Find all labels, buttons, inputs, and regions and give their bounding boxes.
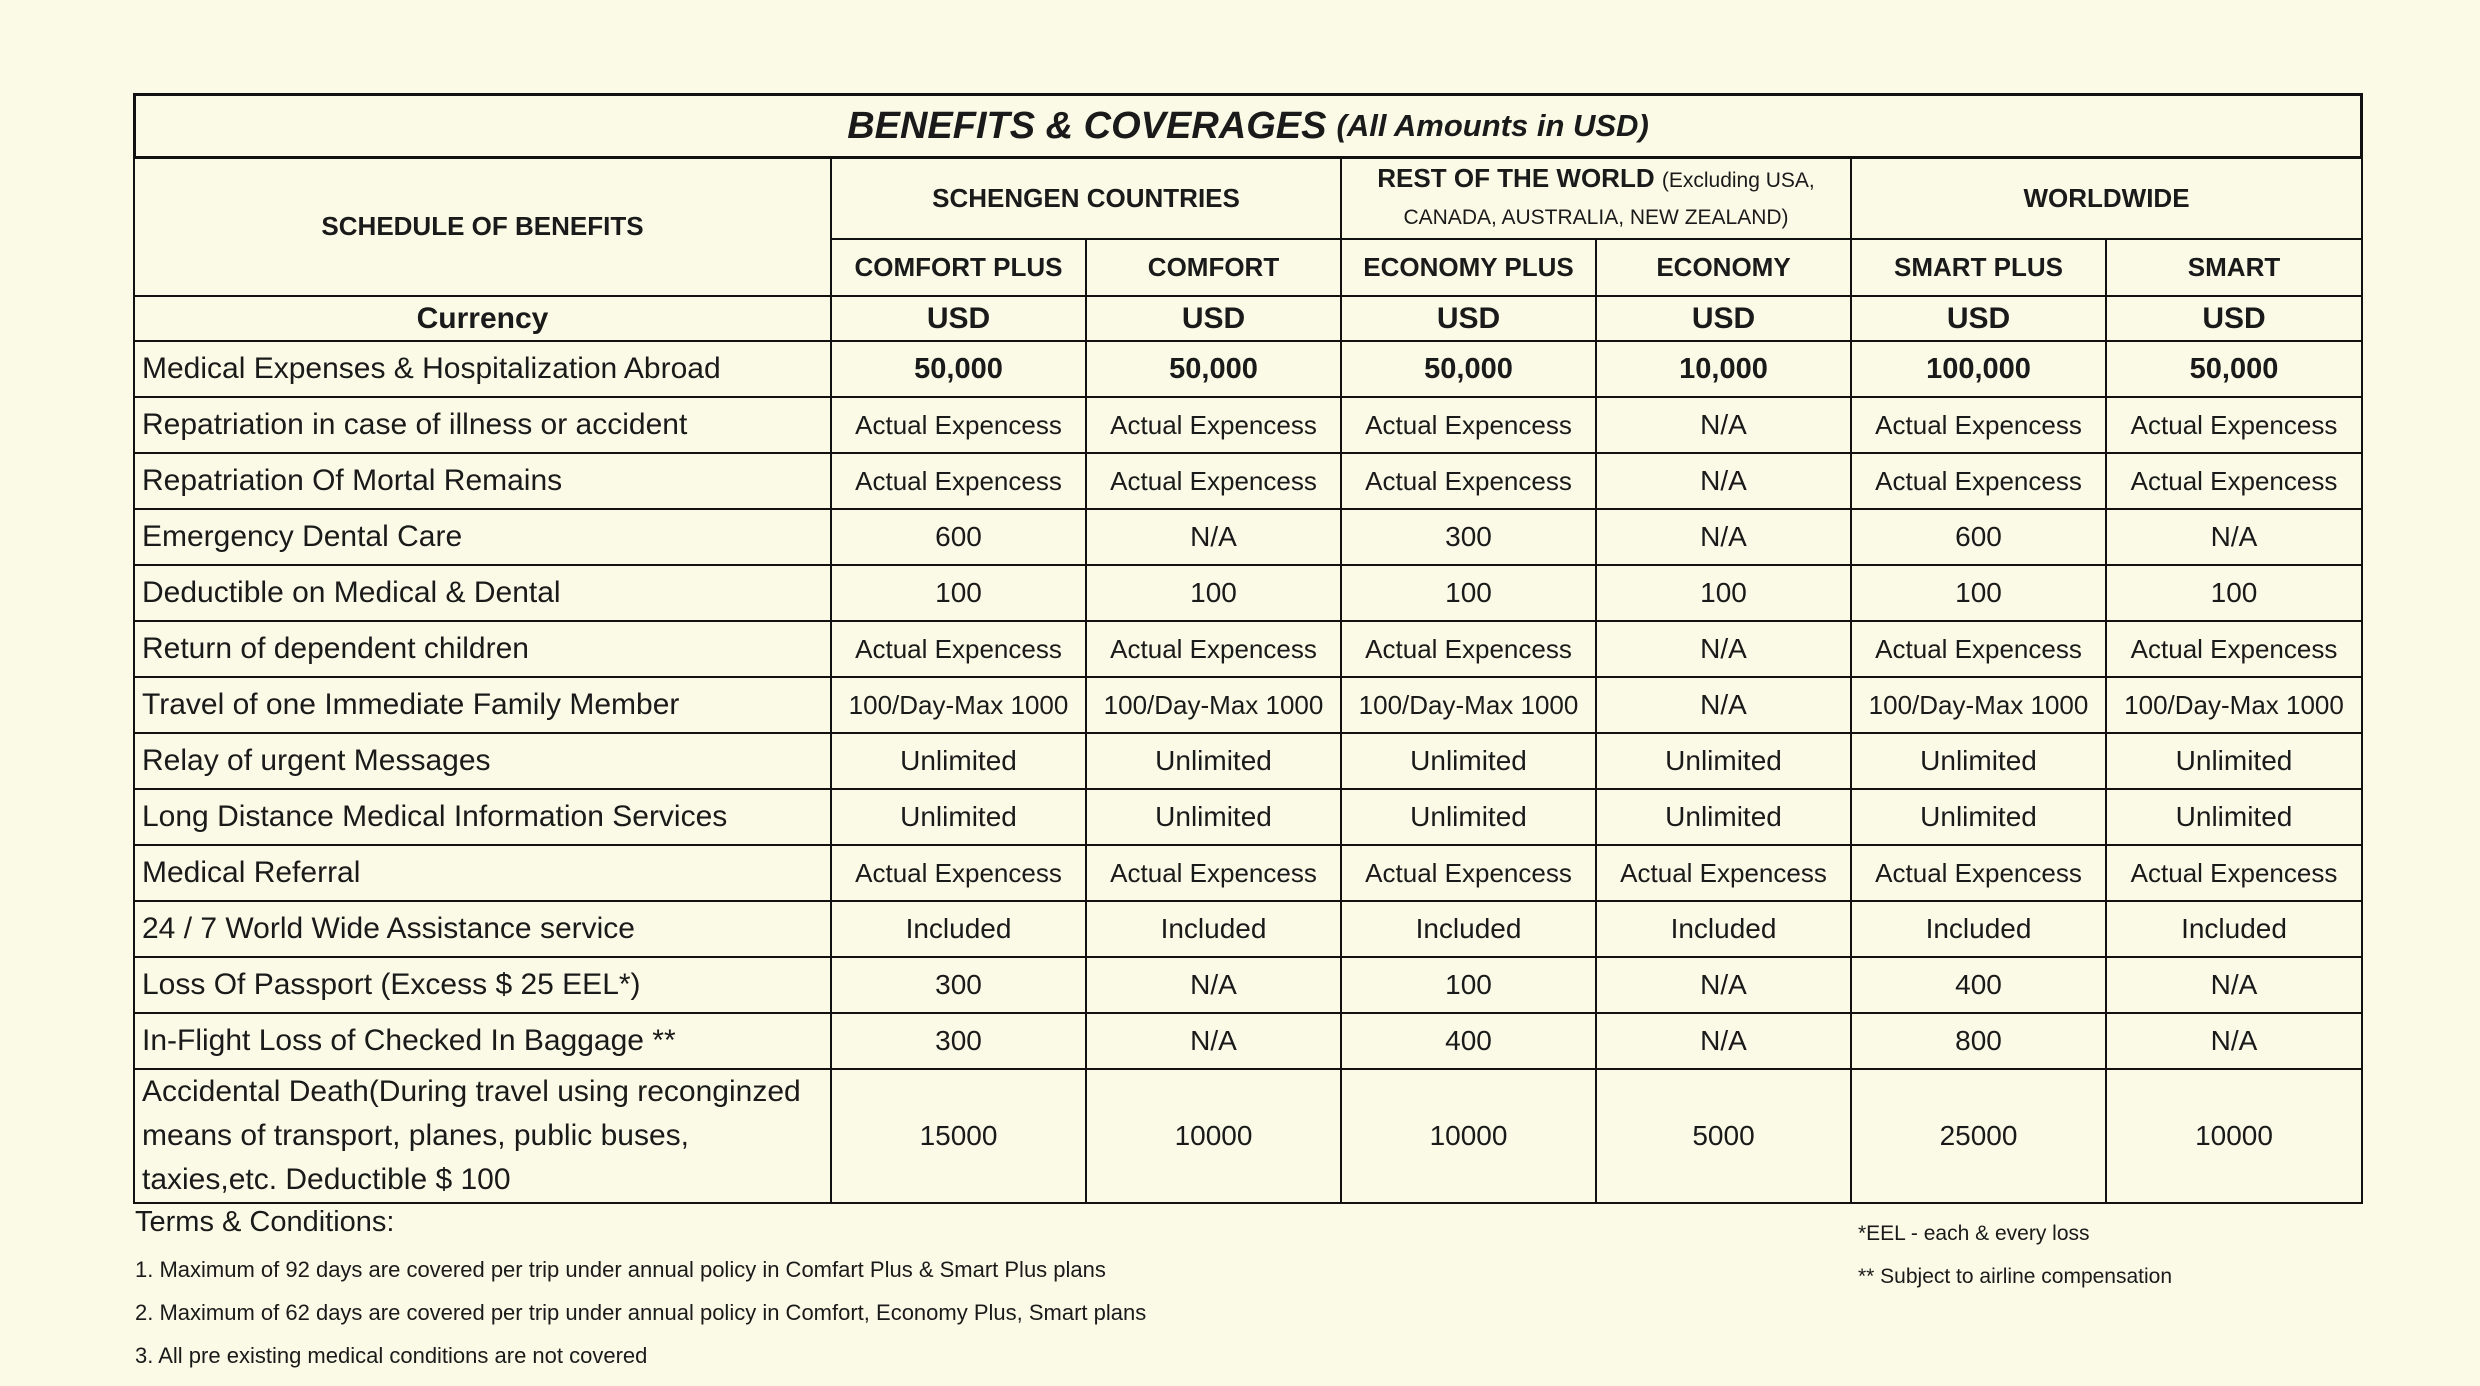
benefits-table (133, 156, 2363, 1204)
table-cell: 400 (1851, 957, 2106, 1013)
table-cell: Actual Expencess (1851, 621, 2106, 677)
table-cell: 25000 (1851, 1069, 2106, 1203)
terms-item: 1. Maximum of 92 days are covered per trip under annual policy in Comfart Plus & Smart Plus plans (135, 1257, 1106, 1282)
table-cell: Actual Expencess (831, 621, 1086, 677)
currency-cell: USD (1341, 296, 1596, 341)
table-cell: Included (1086, 901, 1341, 957)
row-label: Medical Referral (134, 845, 831, 901)
table-cell: 600 (1851, 509, 2106, 565)
table-cell: 100/Day-Max 1000 (1086, 677, 1341, 733)
footnotes (1858, 1222, 2172, 1308)
table-cell: N/A (1596, 1013, 1851, 1069)
table-cell: Actual Expencess (1341, 453, 1596, 509)
table-cell: 10,000 (1596, 341, 1851, 397)
terms-title: Terms & Conditions: (135, 1206, 395, 1238)
title-main: BENEFITS & COVERAGES (847, 104, 1327, 147)
region-name: SCHENGEN COUNTRIES (932, 182, 1240, 213)
table-cell: 800 (1851, 1013, 2106, 1069)
table-cell: 50,000 (1086, 341, 1341, 397)
table-cell: N/A (1086, 1013, 1341, 1069)
table-cell: N/A (1596, 453, 1851, 509)
table-cell: Actual Expencess (1851, 845, 2106, 901)
table-cell: N/A (2106, 509, 2362, 565)
row-label: Loss Of Passport (Excess $ 25 EEL*) (134, 957, 831, 1013)
region-name: REST OF THE WORLD (1377, 163, 1655, 193)
currency-row (134, 296, 2362, 341)
terms-section (135, 1206, 1146, 1386)
table-cell: N/A (2106, 957, 2362, 1013)
table-cell: 10000 (1086, 1069, 1341, 1203)
terms-item: 3. All pre existing medical conditions are not covered (135, 1343, 648, 1368)
table-cell: Actual Expencess (2106, 621, 2362, 677)
table-cell: 100/Day-Max 1000 (1851, 677, 2106, 733)
table-cell: Unlimited (1596, 733, 1851, 789)
table-cell: N/A (1596, 677, 1851, 733)
table-cell: Actual Expencess (1851, 397, 2106, 453)
row-label: Repatriation Of Mortal Remains (134, 453, 831, 509)
table-cell: N/A (1596, 509, 1851, 565)
table-cell: Actual Expencess (2106, 397, 2362, 453)
table-cell: 100 (1086, 565, 1341, 621)
region-worldwide (1851, 157, 2362, 239)
table-row (134, 957, 2362, 1013)
table-cell: Actual Expencess (1086, 453, 1341, 509)
currency-label: Currency (134, 296, 831, 341)
table-cell: 600 (831, 509, 1086, 565)
table-cell: 100 (2106, 565, 2362, 621)
table-cell: Unlimited (1851, 733, 2106, 789)
table-cell: 15000 (831, 1069, 1086, 1203)
table-cell: Unlimited (1341, 789, 1596, 845)
table-cell: N/A (1086, 957, 1341, 1013)
table-cell: Included (1851, 901, 2106, 957)
table-cell: 5000 (1596, 1069, 1851, 1203)
table-row (134, 677, 2362, 733)
table-row (134, 1013, 2362, 1069)
table-cell: Actual Expencess (1086, 845, 1341, 901)
table-cell: 100 (1851, 565, 2106, 621)
table-cell: 100 (1341, 957, 1596, 1013)
table-row (134, 789, 2362, 845)
table-cell: 300 (831, 1013, 1086, 1069)
table-cell: 100,000 (1851, 341, 2106, 397)
table-row (134, 621, 2362, 677)
row-label: Return of dependent children (134, 621, 831, 677)
table-row (134, 1069, 2362, 1203)
table-cell: N/A (2106, 1013, 2362, 1069)
row-label: Medical Expenses & Hospitalization Abroad (134, 341, 831, 397)
table-cell: Included (1596, 901, 1851, 957)
table-cell: 50,000 (831, 341, 1086, 397)
terms-item: 2. Maximum of 62 days are covered per trip under annual policy in Comfort, Economy Plus, Smart plans (135, 1300, 1147, 1325)
currency-cell: USD (2106, 296, 2362, 341)
table-cell: Unlimited (1086, 733, 1341, 789)
table-cell: Unlimited (831, 789, 1086, 845)
table-cell: 100 (1596, 565, 1851, 621)
table-cell: Actual Expencess (831, 453, 1086, 509)
region-name: WORLDWIDE (2023, 182, 2190, 213)
table-cell: Actual Expencess (1851, 453, 2106, 509)
table-cell: Unlimited (2106, 733, 2362, 789)
row-label: Relay of urgent Messages (134, 733, 831, 789)
table-cell: 100 (831, 565, 1086, 621)
region-schengen (831, 157, 1341, 239)
row-label: Long Distance Medical Information Services (134, 789, 831, 845)
row-label: Emergency Dental Care (134, 509, 831, 565)
table-cell: Actual Expencess (1341, 397, 1596, 453)
table-row (134, 733, 2362, 789)
table-cell: 400 (1341, 1013, 1596, 1069)
region-header-row (134, 157, 2362, 239)
table-cell: Actual Expencess (2106, 453, 2362, 509)
region-note: (Excluding USA, (1661, 169, 1815, 192)
plan-header: ECONOMY PLUS (1341, 239, 1596, 296)
table-cell: 10000 (2106, 1069, 2362, 1203)
row-label: Repatriation in case of illness or accident (134, 397, 831, 453)
table-row (134, 453, 2362, 509)
table-cell: 100/Day-Max 1000 (2106, 677, 2362, 733)
row-label: 24 / 7 World Wide Assistance service (134, 901, 831, 957)
plan-header: SMART PLUS (1851, 239, 2106, 296)
table-cell: Actual Expencess (1341, 845, 1596, 901)
table-cell: Included (2106, 901, 2362, 957)
footnote-eel: *EEL - each & every loss (1858, 1222, 2090, 1245)
table-cell: Actual Expencess (831, 397, 1086, 453)
table-cell: 100/Day-Max 1000 (1341, 677, 1596, 733)
table-cell: Unlimited (1851, 789, 2106, 845)
table-cell: Included (1341, 901, 1596, 957)
table-cell: 300 (1341, 509, 1596, 565)
table-cell: 50,000 (2106, 341, 2362, 397)
schedule-header: SCHEDULE OF BENEFITS (134, 157, 831, 296)
row-label: Travel of one Immediate Family Member (134, 677, 831, 733)
table-cell: Actual Expencess (1086, 621, 1341, 677)
table-cell: 300 (831, 957, 1086, 1013)
table-cell: Unlimited (831, 733, 1086, 789)
table-cell: N/A (1596, 957, 1851, 1013)
table-cell: N/A (1596, 397, 1851, 453)
row-label: Accidental Death(During travel using reconginzed means of transport, planes, public buses, taxies,etc. Deductible $ 100 (134, 1069, 831, 1203)
table-cell: 10000 (1341, 1069, 1596, 1203)
table-row (134, 397, 2362, 453)
table-cell: 100 (1341, 565, 1596, 621)
table-row (134, 341, 2362, 397)
table-cell: N/A (1086, 509, 1341, 565)
plan-header: COMFORT (1086, 239, 1341, 296)
table-row (134, 565, 2362, 621)
table-cell: 50,000 (1341, 341, 1596, 397)
plan-header: COMFORT PLUS (831, 239, 1086, 296)
table-title (133, 93, 2363, 159)
row-label: Deductible on Medical & Dental (134, 565, 831, 621)
table-cell: Actual Expencess (2106, 845, 2362, 901)
table-cell: 100/Day-Max 1000 (831, 677, 1086, 733)
table-cell: Unlimited (1086, 789, 1341, 845)
table-row (134, 845, 2362, 901)
currency-cell: USD (831, 296, 1086, 341)
currency-cell: USD (1596, 296, 1851, 341)
region-rest-of-world (1341, 157, 1851, 239)
table-cell: Included (831, 901, 1086, 957)
footnote-airline: ** Subject to airline compensation (1858, 1265, 2173, 1288)
table-row (134, 509, 2362, 565)
table-cell: Actual Expencess (1341, 621, 1596, 677)
title-sub: (All Amounts in USD) (1336, 108, 1649, 143)
table-cell: Actual Expencess (1596, 845, 1851, 901)
plan-header: SMART (2106, 239, 2362, 296)
region-note: CANADA, AUSTRALIA, NEW ZEALAND) (1403, 206, 1789, 229)
table-cell: Unlimited (1341, 733, 1596, 789)
table-cell: N/A (1596, 621, 1851, 677)
currency-cell: USD (1851, 296, 2106, 341)
table-cell: Unlimited (2106, 789, 2362, 845)
currency-cell: USD (1086, 296, 1341, 341)
row-label: In-Flight Loss of Checked In Baggage ** (134, 1013, 831, 1069)
table-cell: Unlimited (1596, 789, 1851, 845)
table-cell: Actual Expencess (1086, 397, 1341, 453)
benefit-rows (134, 341, 2362, 1203)
table-row (134, 901, 2362, 957)
table-cell: Actual Expencess (831, 845, 1086, 901)
plan-header: ECONOMY (1596, 239, 1851, 296)
